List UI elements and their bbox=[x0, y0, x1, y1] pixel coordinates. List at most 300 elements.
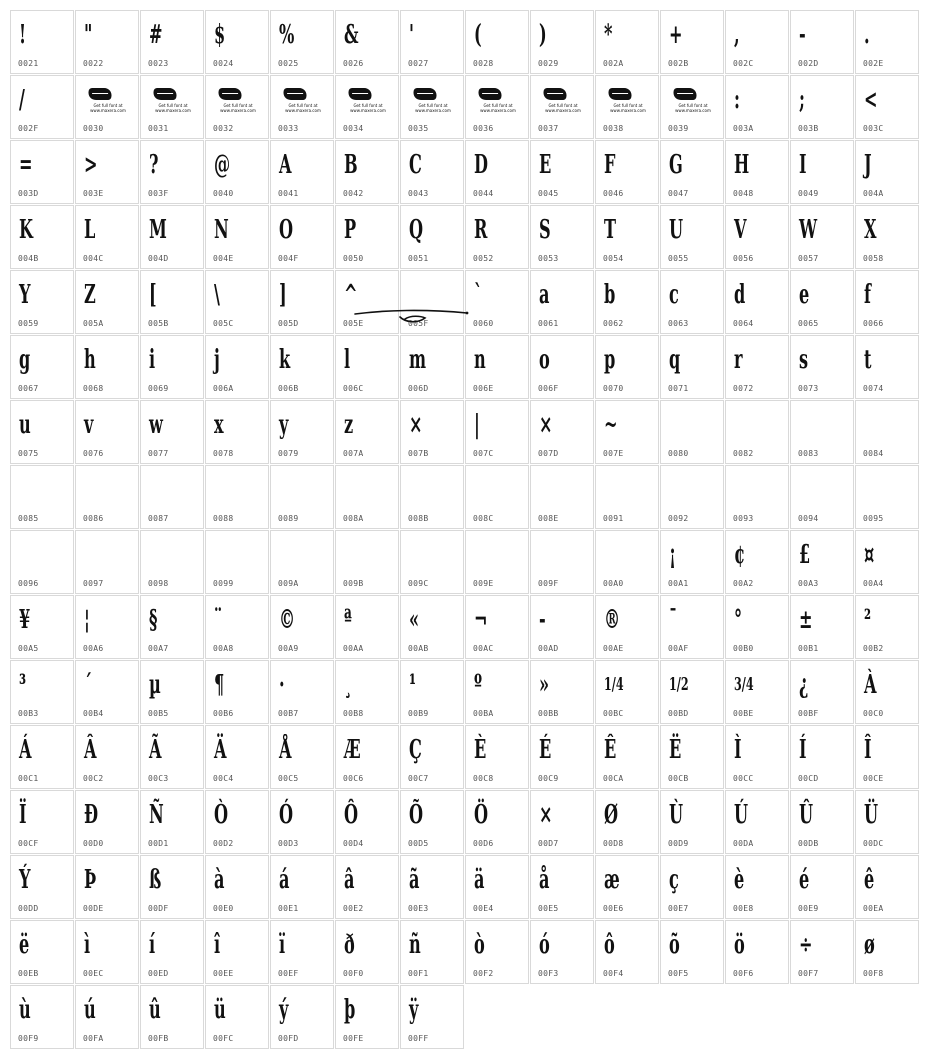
glyph-code-label: 00E3 bbox=[408, 904, 429, 913]
glyph-cell bbox=[530, 790, 594, 854]
glyph-cell bbox=[660, 595, 724, 659]
glyph-cell bbox=[595, 140, 659, 204]
glyph-sample: ã bbox=[409, 865, 420, 895]
glyph-cell bbox=[595, 530, 659, 594]
glyph-code-label: 0082 bbox=[733, 449, 754, 458]
glyph-code-label: 00C6 bbox=[343, 774, 364, 783]
glyph-sample: í bbox=[149, 930, 156, 960]
glyph-cell bbox=[140, 140, 204, 204]
glyph-sample: T bbox=[604, 215, 617, 245]
glyph-sample: 1/2 bbox=[669, 674, 689, 695]
glyph-cell bbox=[400, 400, 464, 464]
glyph-cell bbox=[855, 855, 919, 919]
glyph-sample: u bbox=[19, 410, 31, 440]
glyph-code-label: 0073 bbox=[798, 384, 819, 393]
glyph-cell bbox=[335, 10, 399, 74]
glyph-code-label: 0079 bbox=[278, 449, 299, 458]
glyph-code-label: 00E6 bbox=[603, 904, 624, 913]
glyph-cell bbox=[595, 660, 659, 724]
glyph-code-label: 0033 bbox=[278, 124, 299, 133]
glyph-sample bbox=[19, 537, 44, 573]
glyph-cell bbox=[790, 75, 854, 139]
glyph-cell bbox=[205, 530, 269, 594]
glyph-sample: Ø bbox=[604, 800, 619, 830]
glyph-cell bbox=[660, 335, 724, 399]
glyph-cell bbox=[725, 530, 789, 594]
glyph-sample: ¢ bbox=[734, 540, 746, 570]
glyph-sample: / bbox=[19, 85, 25, 115]
brand-logo-icon bbox=[347, 88, 374, 100]
glyph-cell bbox=[270, 270, 334, 334]
glyph-sample: U bbox=[669, 215, 684, 245]
glyph-cell bbox=[400, 205, 464, 269]
glyph-sample: $ bbox=[214, 20, 226, 50]
glyph-sample: ò bbox=[474, 930, 485, 960]
glyph-cell bbox=[595, 465, 659, 529]
glyph-cell bbox=[725, 400, 789, 464]
glyph-cell bbox=[790, 790, 854, 854]
glyph-code-label: 003D bbox=[18, 189, 39, 198]
font-promo-badge bbox=[85, 86, 131, 118]
glyph-cell bbox=[790, 205, 854, 269]
glyph-cell bbox=[465, 595, 529, 659]
glyph-cell bbox=[335, 725, 399, 789]
glyph-cell bbox=[400, 140, 464, 204]
glyph-code-label: 00B0 bbox=[733, 644, 754, 653]
glyph-code-label: 00D0 bbox=[83, 839, 104, 848]
glyph-sample: Ô bbox=[344, 800, 359, 830]
glyph-sample: Ð bbox=[84, 800, 99, 830]
glyph-sample: ^ bbox=[344, 280, 358, 310]
glyph-code-label: 005F bbox=[408, 319, 429, 328]
glyph-code-label: 0074 bbox=[863, 384, 884, 393]
font-promo-badge bbox=[345, 86, 391, 118]
glyph-sample: Ú bbox=[734, 800, 749, 830]
font-promo-badge bbox=[605, 86, 651, 118]
glyph-code-label: 0042 bbox=[343, 189, 364, 198]
glyph-cell bbox=[270, 75, 334, 139]
glyph-cell bbox=[530, 205, 594, 269]
glyph-code-label: 0062 bbox=[603, 319, 624, 328]
glyph-cell bbox=[205, 465, 269, 529]
glyph-sample: z bbox=[344, 410, 354, 440]
glyph-cell bbox=[270, 920, 334, 984]
glyph-cell bbox=[270, 465, 334, 529]
glyph-cell bbox=[725, 10, 789, 74]
glyph-sample bbox=[279, 472, 304, 508]
glyph-sample bbox=[604, 472, 629, 508]
glyph-sample: O bbox=[279, 215, 294, 245]
glyph-code-label: 007E bbox=[603, 449, 624, 458]
glyph-cell bbox=[75, 270, 139, 334]
glyph-sample bbox=[214, 472, 239, 508]
glyph-sample: ÿ bbox=[409, 995, 419, 1025]
glyph-code-label: 00E2 bbox=[343, 904, 364, 913]
glyph-sample: L bbox=[84, 215, 96, 245]
glyph-sample: è bbox=[734, 865, 745, 895]
glyph-sample: M bbox=[149, 215, 167, 245]
glyph-cell bbox=[855, 595, 919, 659]
glyph-code-label: 00B2 bbox=[863, 644, 884, 653]
glyph-cell bbox=[10, 10, 74, 74]
glyph-code-label: 0088 bbox=[213, 514, 234, 523]
glyph-cell bbox=[205, 985, 269, 1049]
glyph-sample bbox=[539, 537, 564, 573]
glyph-code-label: 006F bbox=[538, 384, 559, 393]
glyph-cell bbox=[725, 335, 789, 399]
glyph-code-label: 0026 bbox=[343, 59, 364, 68]
glyph-cell bbox=[465, 920, 529, 984]
glyph-sample: Ä bbox=[214, 735, 227, 765]
glyph-code-label: 00BC bbox=[603, 709, 624, 718]
glyph-sample: g bbox=[19, 345, 31, 375]
glyph-code-label: 007A bbox=[343, 449, 364, 458]
glyph-sample: º bbox=[474, 670, 483, 700]
glyph-sample: J bbox=[864, 150, 872, 180]
glyph-code-label: 005A bbox=[83, 319, 104, 328]
glyph-cell bbox=[790, 270, 854, 334]
glyph-cell bbox=[335, 920, 399, 984]
glyph-cell bbox=[465, 790, 529, 854]
glyph-code-label: 00C2 bbox=[83, 774, 104, 783]
glyph-code-label: 00F7 bbox=[798, 969, 819, 978]
glyph-cell bbox=[400, 855, 464, 919]
glyph-cell bbox=[140, 790, 204, 854]
glyph-sample: ¤ bbox=[864, 540, 875, 570]
glyph-cell bbox=[465, 10, 529, 74]
glyph-cell bbox=[270, 530, 334, 594]
glyph-sample bbox=[279, 537, 304, 573]
glyph-sample: ð bbox=[344, 930, 355, 960]
glyph-code-label: 00A9 bbox=[278, 644, 299, 653]
glyph-code-label: 00AC bbox=[473, 644, 494, 653]
glyph-code-label: 006C bbox=[343, 384, 364, 393]
glyph-code-label: 0083 bbox=[798, 449, 819, 458]
glyph-sample: Õ bbox=[409, 800, 424, 830]
glyph-sample: Å bbox=[279, 735, 292, 765]
glyph-sample: Á bbox=[19, 735, 32, 765]
glyph-cell bbox=[530, 140, 594, 204]
glyph-code-label: 008E bbox=[538, 514, 559, 523]
glyph-cell bbox=[595, 920, 659, 984]
glyph-sample: c bbox=[669, 280, 679, 310]
glyph-code-label: 0047 bbox=[668, 189, 689, 198]
glyph-code-label: 007B bbox=[408, 449, 429, 458]
glyph-sample: ÷ bbox=[799, 930, 813, 960]
glyph-cell bbox=[595, 10, 659, 74]
glyph-cell bbox=[400, 10, 464, 74]
glyph-cell bbox=[790, 660, 854, 724]
glyph-code-label: 00AA bbox=[343, 644, 364, 653]
glyph-sample: b bbox=[604, 280, 616, 310]
glyph-sample: e bbox=[799, 280, 810, 310]
glyph-code-label: 002C bbox=[733, 59, 754, 68]
badge-line-1: Get full font at bbox=[418, 103, 448, 108]
glyph-code-label: 00A1 bbox=[668, 579, 689, 588]
glyph-cell bbox=[465, 855, 529, 919]
glyph-sample: ß bbox=[149, 865, 162, 895]
glyph-cell bbox=[465, 75, 529, 139]
glyph-cell bbox=[205, 595, 269, 659]
glyph-cell bbox=[725, 855, 789, 919]
glyph-cell bbox=[10, 595, 74, 659]
glyph-sample: Ö bbox=[474, 800, 489, 830]
glyph-cell bbox=[75, 335, 139, 399]
glyph-sample: ± bbox=[799, 605, 813, 635]
glyph-code-label: 0040 bbox=[213, 189, 234, 198]
glyph-cell bbox=[660, 530, 724, 594]
glyph-sample: ù bbox=[19, 995, 31, 1025]
glyph-code-label: 0023 bbox=[148, 59, 169, 68]
glyph-code-label: 00EF bbox=[278, 969, 299, 978]
glyph-cell bbox=[205, 205, 269, 269]
glyph-code-label: 00AF bbox=[668, 644, 689, 653]
font-promo-badge bbox=[150, 86, 196, 118]
glyph-sample: \ bbox=[214, 280, 220, 310]
glyph-sample: é bbox=[799, 865, 810, 895]
glyph-code-label: 00F3 bbox=[538, 969, 559, 978]
glyph-sample: Ì bbox=[734, 735, 742, 765]
glyph-cell bbox=[530, 660, 594, 724]
glyph-code-label: 0097 bbox=[83, 579, 104, 588]
glyph-code-label: 00A0 bbox=[603, 579, 624, 588]
glyph-sample: ê bbox=[864, 865, 875, 895]
glyph-cell bbox=[855, 790, 919, 854]
glyph-code-label: 00AB bbox=[408, 644, 429, 653]
glyph-sample bbox=[864, 472, 889, 508]
glyph-sample: Ù bbox=[669, 800, 684, 830]
glyph-sample: + bbox=[669, 20, 683, 50]
glyph-code-label: 004B bbox=[18, 254, 39, 263]
glyph-cell bbox=[335, 530, 399, 594]
glyph-cell bbox=[270, 660, 334, 724]
glyph-cell bbox=[660, 140, 724, 204]
glyph-sample: þ bbox=[344, 995, 356, 1025]
glyph-cell bbox=[140, 205, 204, 269]
glyph-cell bbox=[75, 465, 139, 529]
glyph-sample: A bbox=[279, 150, 292, 180]
glyph-code-label: 0098 bbox=[148, 579, 169, 588]
glyph-cell bbox=[10, 465, 74, 529]
glyph-sample bbox=[474, 537, 499, 573]
glyph-code-label: 00A6 bbox=[83, 644, 104, 653]
glyph-cell bbox=[530, 920, 594, 984]
glyph-code-label: 0072 bbox=[733, 384, 754, 393]
glyph-code-label: 0022 bbox=[83, 59, 104, 68]
glyph-sample: k bbox=[279, 345, 291, 375]
glyph-sample: ì bbox=[84, 930, 91, 960]
glyph-sample: ú bbox=[84, 995, 96, 1025]
glyph-code-label: 00F1 bbox=[408, 969, 429, 978]
glyph-code-label: 0078 bbox=[213, 449, 234, 458]
glyph-code-label: 00B7 bbox=[278, 709, 299, 718]
glyph-cell bbox=[140, 985, 204, 1049]
glyph-sample: R bbox=[474, 215, 488, 245]
glyph-code-label: 00CE bbox=[863, 774, 884, 783]
glyph-code-label: 00E7 bbox=[668, 904, 689, 913]
glyph-sample: à bbox=[214, 865, 225, 895]
glyph-cell bbox=[75, 400, 139, 464]
glyph-cell bbox=[205, 660, 269, 724]
glyph-code-label: 00B5 bbox=[148, 709, 169, 718]
glyph-code-label: 009C bbox=[408, 579, 429, 588]
glyph-cell bbox=[725, 270, 789, 334]
glyph-cell bbox=[660, 205, 724, 269]
glyph-cell bbox=[335, 595, 399, 659]
glyph-sample: m bbox=[409, 345, 427, 375]
glyph-code-label: 005B bbox=[148, 319, 169, 328]
glyph-cell bbox=[660, 790, 724, 854]
glyph-cell bbox=[140, 465, 204, 529]
glyph-code-label: 00DA bbox=[733, 839, 754, 848]
glyph-code-label: 00AD bbox=[538, 644, 559, 653]
glyph-code-label: 00BB bbox=[538, 709, 559, 718]
glyph-code-label: 003F bbox=[148, 189, 169, 198]
glyph-sample: Ê bbox=[604, 735, 617, 765]
glyph-code-label: 0031 bbox=[148, 124, 169, 133]
glyph-sample: ~ bbox=[604, 410, 618, 440]
glyph-code-label: 0032 bbox=[213, 124, 234, 133]
glyph-sample bbox=[149, 537, 174, 573]
glyph-cell bbox=[140, 725, 204, 789]
brand-logo-icon bbox=[412, 88, 439, 100]
glyph-sample: ü bbox=[214, 995, 226, 1025]
glyph-sample: Ñ bbox=[149, 800, 164, 830]
glyph-cell bbox=[790, 855, 854, 919]
glyph-code-label: 00FE bbox=[343, 1034, 364, 1043]
glyph-cell bbox=[205, 855, 269, 919]
glyph-sample: D bbox=[474, 150, 488, 180]
glyph-sample: . bbox=[864, 20, 870, 50]
glyph-code-label: 008A bbox=[343, 514, 364, 523]
glyph-cell bbox=[790, 465, 854, 529]
glyph-sample: % bbox=[279, 20, 295, 50]
glyph-cell bbox=[790, 140, 854, 204]
glyph-code-label: 0036 bbox=[473, 124, 494, 133]
badge-line-1: Get full font at bbox=[223, 103, 253, 108]
brand-logo-icon bbox=[477, 88, 504, 100]
glyph-cell bbox=[855, 270, 919, 334]
glyph-code-label: 00BE bbox=[733, 709, 754, 718]
glyph-code-label: 0086 bbox=[83, 514, 104, 523]
glyph-code-label: 0034 bbox=[343, 124, 364, 133]
glyph-sample: h bbox=[84, 345, 96, 375]
glyph-sample bbox=[799, 407, 824, 443]
glyph-sample: N bbox=[214, 215, 229, 245]
glyph-sample: â bbox=[344, 865, 355, 895]
badge-line-2: www.maxera.com bbox=[350, 108, 386, 113]
glyph-code-label: 00EE bbox=[213, 969, 234, 978]
glyph-cell bbox=[270, 10, 334, 74]
glyph-cell bbox=[400, 75, 464, 139]
glyph-cell bbox=[270, 855, 334, 919]
glyph-sample: Ã bbox=[149, 735, 162, 765]
glyph-cell bbox=[75, 920, 139, 984]
glyph-sample: ë bbox=[19, 930, 30, 960]
glyph-sample: Y bbox=[19, 280, 31, 310]
badge-line-1: Get full font at bbox=[158, 103, 188, 108]
glyph-cell bbox=[725, 205, 789, 269]
glyph-code-label: 00EA bbox=[863, 904, 884, 913]
glyph-cell bbox=[530, 465, 594, 529]
glyph-cell bbox=[725, 920, 789, 984]
glyph-code-label: 00F5 bbox=[668, 969, 689, 978]
font-promo-badge bbox=[410, 86, 456, 118]
glyph-cell bbox=[595, 205, 659, 269]
glyph-sample: § bbox=[149, 605, 158, 635]
glyph-code-label: 00CA bbox=[603, 774, 624, 783]
glyph-cell bbox=[140, 270, 204, 334]
glyph-cell bbox=[855, 660, 919, 724]
glyph-cell bbox=[855, 205, 919, 269]
glyph-sample: á bbox=[279, 865, 290, 895]
glyph-code-label: 0021 bbox=[18, 59, 39, 68]
glyph-cell bbox=[270, 985, 334, 1049]
glyph-cell bbox=[205, 10, 269, 74]
glyph-sample: C bbox=[409, 150, 422, 180]
glyph-cell bbox=[75, 985, 139, 1049]
glyph-sample bbox=[409, 537, 434, 573]
glyph-sample bbox=[474, 472, 499, 508]
glyph-code-label: 0039 bbox=[668, 124, 689, 133]
brand-logo-icon bbox=[217, 88, 244, 100]
glyph-sample: Q bbox=[409, 215, 424, 245]
glyph-cell bbox=[530, 270, 594, 334]
glyph-sample: i bbox=[149, 345, 156, 375]
font-promo-badge bbox=[215, 86, 261, 118]
glyph-sample: G bbox=[669, 150, 683, 180]
glyph-code-label: 0076 bbox=[83, 449, 104, 458]
glyph-cell bbox=[335, 270, 399, 334]
glyph-cell bbox=[465, 140, 529, 204]
glyph-code-label: 00FF bbox=[408, 1034, 429, 1043]
glyph-code-label: 00A8 bbox=[213, 644, 234, 653]
glyph-cell bbox=[530, 595, 594, 659]
glyph-cell bbox=[400, 465, 464, 529]
badge-line-2: www.maxera.com bbox=[480, 108, 516, 113]
badge-line-1: Get full font at bbox=[483, 103, 513, 108]
glyph-code-label: 0057 bbox=[798, 254, 819, 263]
glyph-cell bbox=[465, 725, 529, 789]
glyph-cell bbox=[10, 725, 74, 789]
glyph-code-label: 0075 bbox=[18, 449, 39, 458]
glyph-sample: K bbox=[19, 215, 34, 245]
badge-line-2: www.maxera.com bbox=[610, 108, 646, 113]
glyph-sample bbox=[344, 472, 369, 508]
glyph-cell bbox=[270, 725, 334, 789]
glyph-sample: W bbox=[799, 215, 818, 245]
font-promo-badge bbox=[670, 86, 716, 118]
glyph-cell bbox=[10, 790, 74, 854]
badge-line-2: www.maxera.com bbox=[415, 108, 451, 113]
glyph-sample: P bbox=[344, 215, 357, 245]
glyph-sample: y bbox=[279, 410, 289, 440]
glyph-cell bbox=[10, 530, 74, 594]
glyph-cell bbox=[660, 465, 724, 529]
glyph-cell bbox=[270, 790, 334, 854]
glyph-cell bbox=[10, 140, 74, 204]
glyph-cell bbox=[10, 270, 74, 334]
glyph-sample: ¯ bbox=[669, 605, 678, 635]
glyph-sample: © bbox=[279, 605, 296, 635]
glyph-sample: å bbox=[539, 865, 550, 895]
glyph-cell bbox=[790, 335, 854, 399]
glyph-code-label: 0048 bbox=[733, 189, 754, 198]
glyph-cell bbox=[855, 335, 919, 399]
glyph-code-label: 00FB bbox=[148, 1034, 169, 1043]
glyph-cell bbox=[10, 205, 74, 269]
glyph-sample: > bbox=[84, 150, 98, 180]
